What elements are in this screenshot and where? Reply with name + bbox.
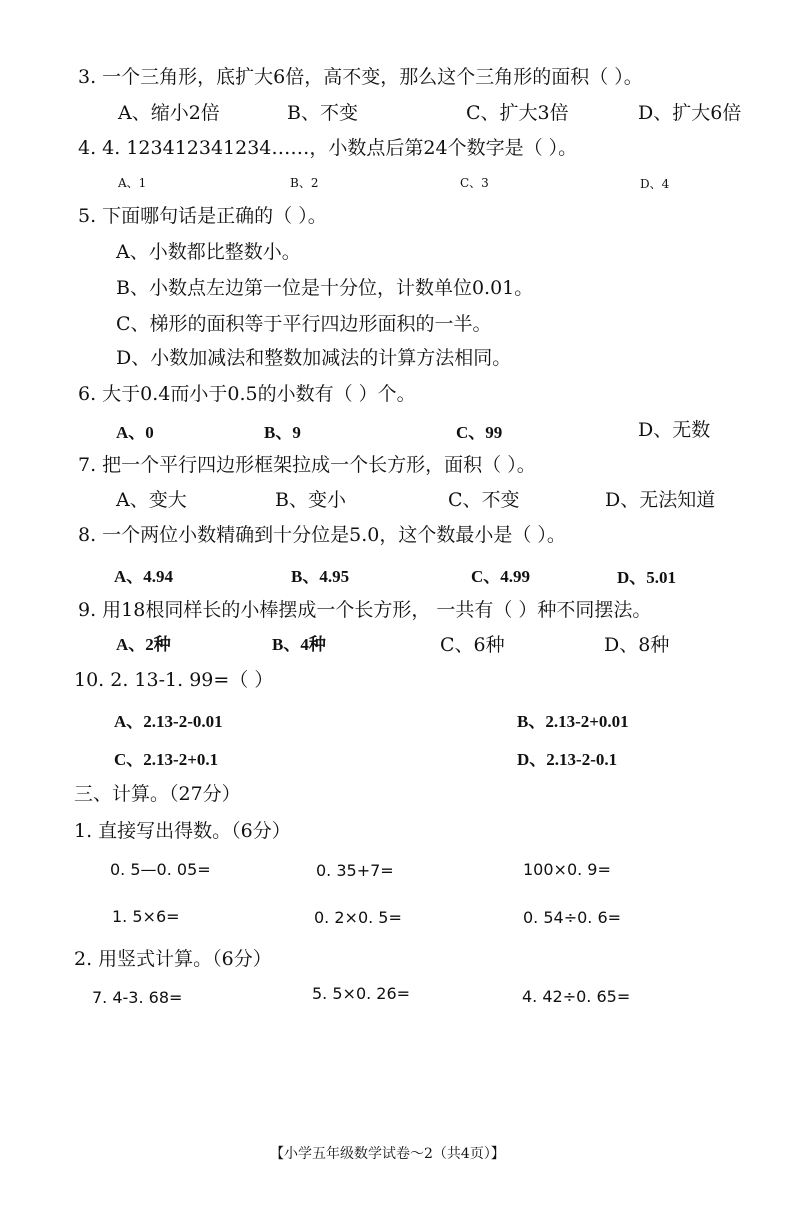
question-9-option-a: A、2种 <box>116 635 171 654</box>
question-5-option-b: B、小数点左边第一位是十分位，计数单位0.01。 <box>116 277 534 299</box>
question-5-option-d: D、小数加减法和整数加减法的计算方法相同。 <box>116 347 512 369</box>
calc-item-3: 100×0. 9= <box>523 860 611 879</box>
question-6-option-b: B、9 <box>264 423 301 442</box>
calc-item-2: 0. 35+7= <box>316 861 394 880</box>
question-7-option-a: A、变大 <box>116 489 187 511</box>
question-10-option-b: B、2.13-2+0.01 <box>517 712 629 731</box>
question-3-option-c: C、扩大3倍 <box>466 102 569 124</box>
question-7-option-d: D、无法知道 <box>605 489 716 511</box>
question-4-option-d: D、4 <box>640 177 670 191</box>
question-3-option-a: A、缩小2倍 <box>118 102 220 124</box>
question-6-stem: 6. 大于0.4而小于0.5的小数有（ ）个。 <box>78 383 416 405</box>
question-4-option-c: C、3 <box>460 176 489 190</box>
question-8-option-c: C、4.99 <box>471 567 531 586</box>
question-4-option-a: A、1 <box>118 176 147 190</box>
question-9-option-c: C、6种 <box>440 634 505 656</box>
question-6-option-a: A、0 <box>116 423 154 442</box>
calc-item-4: 1. 5×6= <box>112 907 180 926</box>
question-8-option-b: B、4.95 <box>291 567 350 586</box>
page-footer: 【小学五年级数学试卷～2（共4页）】 <box>270 1146 505 1162</box>
section-3-part-2-title: 2. 用竖式计算。（6分） <box>74 948 272 970</box>
question-3-option-d: D、扩大6倍 <box>638 102 742 124</box>
section-3-title: 三、计算。（27分） <box>74 783 241 805</box>
question-7-stem: 7. 把一个平行四边形框架拉成一个长方形，面积（ ）。 <box>78 454 536 476</box>
question-10-stem: 10. 2. 13-1. 99=（ ） <box>74 669 274 691</box>
question-8-option-a: A、4.94 <box>114 567 174 586</box>
vertical-calc-item-3: 4. 42÷0. 65= <box>522 987 631 1006</box>
question-6-option-d: D、无数 <box>638 419 711 441</box>
calc-item-1: 0. 5—0. 05= <box>110 860 211 879</box>
question-3-option-b: B、不变 <box>287 102 358 124</box>
question-10-option-c: C、2.13-2+0.1 <box>114 750 219 769</box>
calc-item-5: 0. 2×0. 5= <box>314 908 402 927</box>
question-4-stem: 4. 4. 123412341234……，小数点后第24个数字是（ ）。 <box>78 137 578 159</box>
vertical-calc-item-1: 7. 4-3. 68= <box>92 988 183 1007</box>
question-6-option-c: C、99 <box>456 423 503 442</box>
question-3-stem: 3. 一个三角形，底扩大6倍，高不变，那么这个三角形的面积（ ）。 <box>78 66 643 88</box>
vertical-calc-item-2: 5. 5×0. 26= <box>312 984 411 1003</box>
question-8-stem: 8. 一个两位小数精确到十分位是5.0，这个数最小是（ ）。 <box>78 524 566 546</box>
question-10-option-d: D、2.13-2-0.1 <box>517 750 618 769</box>
question-5-option-a: A、小数都比整数小。 <box>116 241 301 263</box>
section-3-part-1-title: 1. 直接写出得数。（6分） <box>74 820 291 842</box>
question-7-option-b: B、变小 <box>275 489 346 511</box>
question-5-option-c: C、梯形的面积等于平行四边形面积的一半。 <box>116 313 492 335</box>
question-9-stem: 9. 用18根同样长的小棒摆成一个长方形， 一共有（ ）种不同摆法。 <box>78 599 652 621</box>
question-5-stem: 5. 下面哪句话是正确的（ ）。 <box>78 205 327 227</box>
question-7-option-c: C、不变 <box>448 489 520 511</box>
question-10-option-a: A、2.13-2-0.01 <box>114 712 223 731</box>
calc-item-6: 0. 54÷0. 6= <box>523 908 622 927</box>
question-9-option-b: B、4种 <box>272 635 326 654</box>
question-8-option-d: D、5.01 <box>617 568 677 587</box>
question-9-option-d: D、8种 <box>604 634 670 656</box>
question-4-option-b: B、2 <box>290 176 319 190</box>
